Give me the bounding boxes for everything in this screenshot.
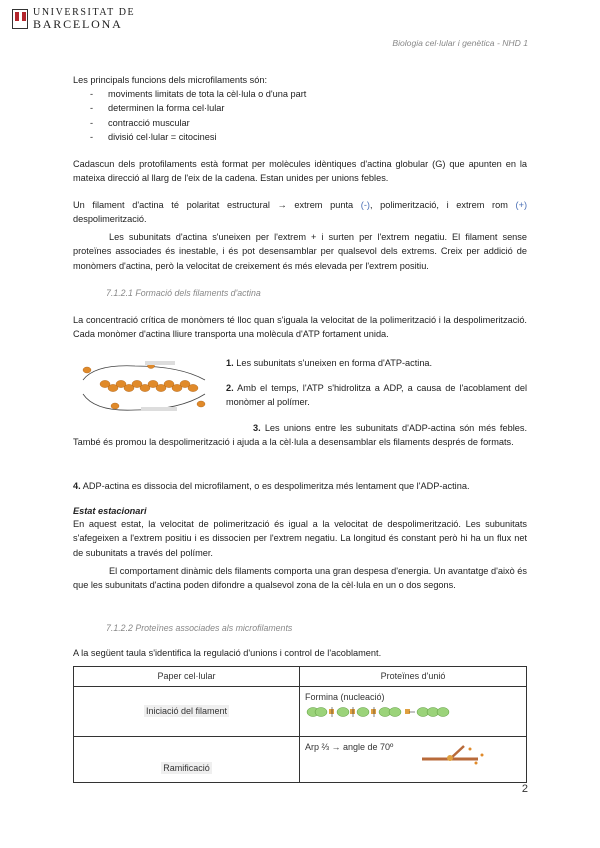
protofilaments-paragraph: Cadascun dels protofilaments està format per molècules idèntiques d'actina globular (G) que apunten en la mateixa direcció al llarg de l'eix de la cadena. Estan unides per unions febles. <box>73 159 527 184</box>
section-heading-formation: 7.1.2.1 Formació dels filaments d'actina <box>106 288 261 298</box>
table-header-cell: Proteïnes d'unió <box>300 667 527 687</box>
list-item: - determinen la forma cel·lular <box>90 101 306 115</box>
logo-line2: BARCELONA <box>33 17 123 31</box>
plus-end-label: (+) <box>515 200 527 210</box>
table-row <box>74 687 527 737</box>
subunits-paragraph: Les subunitats d'actina s'uneixen per l'extrem + i surten per l'extrem negatiu. El filament sense proteïnes associades és inestable, i és pot desensamblar per qualsevol dels extrems. Creix per addició de monòmers d'actina, però la velocitat de creixement és més elevada per l'extrem positiu. <box>73 232 527 271</box>
logo-text <box>33 8 135 30</box>
table-header-row <box>74 667 527 687</box>
table-header-cell: Paper cel·lular <box>74 667 300 687</box>
role-label: Iniciació del filament <box>145 705 228 716</box>
shield-icon <box>12 9 28 29</box>
step-text: Les unions entre les subunitats d'ADP-actina són més febles. També és promou la despolimerització i ajuda a la cèl·lula a desensamblar els filaments després de formats. <box>73 423 527 448</box>
actin-treadmilling-diagram <box>75 358 215 416</box>
functions-list <box>90 87 306 144</box>
step-text: Amb el temps, l'ATP s'hidrolitza a ADP, a causa de l'acoblament del monòmer al polímer. <box>226 383 527 408</box>
intro-text: Les principals funcions dels microfilaments són: <box>73 75 268 85</box>
table-row <box>74 737 527 783</box>
protein-label: Arp ⅔ → angle de 70º <box>305 742 394 752</box>
list-item: - divisió cel·lular = citocinesi <box>90 130 306 144</box>
formin-nucleation-illustration <box>305 705 455 719</box>
section-heading-proteins: 7.1.2.2 Proteïnes associades als microfilaments <box>106 623 293 633</box>
table-cell-protein <box>300 687 527 737</box>
table-cell-protein <box>300 737 527 783</box>
table-cell-role <box>74 737 300 783</box>
logo-line1: UNIVERSITAT DE <box>33 7 136 18</box>
step-text: Les subunitats s'uneixen en forma d'ATP-actina. <box>233 358 433 368</box>
polarity-paragraph <box>73 198 527 227</box>
list-item: - contracció muscular <box>90 116 306 130</box>
steady-state-paragraph-2: El comportament dinàmic dels filaments comporta una gran despesa d'energia. Un avantatge d'això és que les subunitats d'actina poden difondre a qualsevol zona de la cèl·lula en un o dos segons. <box>73 566 527 591</box>
role-label: Ramificació <box>163 763 210 774</box>
list-item: - moviments limitats de tota la cèl·lula o d'una part <box>90 87 306 101</box>
step-text: ADP-actina es dissocia del microfilament, o es despolimeritza més lentament que l'ADP-actina. <box>80 481 470 491</box>
step-number: 3. <box>253 423 261 433</box>
step-number: 4. <box>73 481 81 491</box>
university-logo <box>12 8 135 30</box>
minus-end-label: (-) <box>360 200 370 210</box>
critical-concentration-paragraph: La concentració crítica de monòmers té lloc quan s'iguala la velocitat de la polimerització i la despolimerització. Cada monòmer d'actina lliure transporta una molècula d'ATP fortament unida. <box>73 315 527 340</box>
polarity-text-b: , polimerització, i extrem rom <box>369 200 516 210</box>
steady-state-heading: Estat estacionari <box>73 506 147 516</box>
page-number: 2 <box>521 783 528 795</box>
step-number: 2. <box>226 383 234 393</box>
step-number: 1. <box>226 358 234 368</box>
step-4 <box>73 479 527 493</box>
step-1 <box>226 356 527 370</box>
table-intro: A la següent taula s'identifica la regulació d'unions i control de l'acoblament. <box>73 648 382 658</box>
table-cell-role <box>74 687 300 737</box>
arp23-branching-illustration <box>420 743 490 765</box>
protein-label: Formina (nucleació) <box>305 692 385 702</box>
regulation-table <box>73 666 527 783</box>
steady-state-paragraph-1: En aquest estat, la velocitat de polimerització és igual a la velocitat de despolimerització. Les subunitats s'afegeixen a l'extrem positiu i es dissocien per l'extrem negatiu. La longitud és constant però hi ha un flux net de subunitats a través del polímer. <box>73 519 527 558</box>
step-2 <box>226 381 527 410</box>
course-header: Biologia cel·lular i genètica - NHD 1 <box>392 38 528 48</box>
polarity-text-c: despolimerització. <box>73 214 147 225</box>
step-3 <box>73 421 527 450</box>
polarity-text-a: Un filament d'actina té polaritat estructural → extrem punta <box>73 200 361 210</box>
